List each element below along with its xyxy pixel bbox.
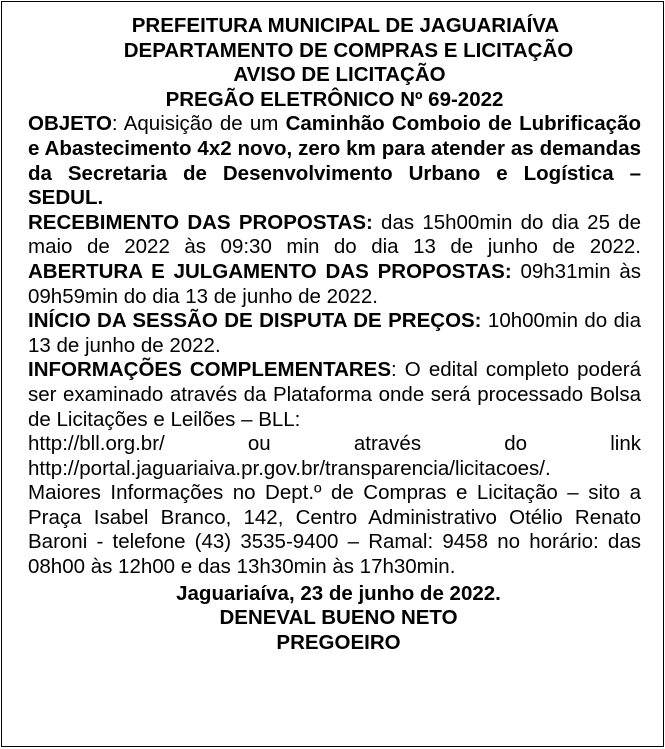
abertura-label: ABERTURA E JULGAMENTO DAS PROPOSTAS: xyxy=(28,259,512,283)
objeto-label: OBJETO xyxy=(28,112,112,136)
recebimento-paragraph xyxy=(28,211,641,309)
inicio-label: INÍCIO DA SESSÃO DE DISPUTA DE PREÇOS: xyxy=(28,309,482,333)
link-word-do: do xyxy=(504,432,528,456)
footer-signatory-name: DENEVAL BUENO NETO xyxy=(219,606,458,630)
link-line xyxy=(28,432,641,457)
informacoes-paragraph xyxy=(28,358,641,432)
link-word-ou: ou xyxy=(247,432,271,456)
inicio-paragraph xyxy=(28,309,641,358)
footer-signatory-role: PREGOEIRO xyxy=(276,630,401,654)
header-notice-type: AVISO DE LICITAÇÃO xyxy=(233,63,446,87)
header-department: DEPARTAMENTO DE COMPRAS E LICITAÇÃO xyxy=(123,38,574,62)
link-word-atraves: através xyxy=(353,432,422,456)
recebimento-label: RECEBIMENTO DAS PROPOSTAS: xyxy=(28,210,373,234)
footer-date: Jaguariaíva, 23 de junho de 2022. xyxy=(176,581,501,605)
recebimento-text: das 15h00min do dia 25 de maio de 2022 às 09:30 min do dia 13 de junho de 2022. xyxy=(28,210,641,259)
inicio-text: 10h00min do dia 13 de junho de 2022. xyxy=(28,309,641,357)
licitation-notice xyxy=(1,1,664,747)
portal-link[interactable]: http://portal.jaguariaiva.pr.gov.br/transparencia/licitacoes/. xyxy=(28,456,551,480)
informacoes-text: : O edital completo poderá ser examinado através da Plataforma onde será processado Bolsa de Licitações e Leilões – BLL: xyxy=(28,358,641,431)
informacoes-label: INFORMAÇÕES COMPLEMENTARES xyxy=(28,358,392,382)
abertura-text: 09h31min às 09h59min do dia 13 de junho de 2022. xyxy=(28,259,641,308)
link-word-link: link xyxy=(610,432,641,456)
bll-link[interactable]: http://bll.org.br/ xyxy=(28,432,165,456)
header-pregao-number: PREGÃO ELETRÔNICO Nº 69-2022 xyxy=(165,87,504,111)
objeto-intro: : Aquisição de um xyxy=(111,112,286,136)
objeto-paragraph xyxy=(28,112,641,210)
contact-paragraph: Maiores Informações no Dept.º de Compras e Licitação – sito a Praça Isabel Branco, 142, Centro Administrativo Otélio Renato Baroni - telefone (43) 3535-9400 – Ramal: 9458 no horário: das 08h00 às 12h00 e das 13h30min às 17h30min. xyxy=(28,481,641,579)
objeto-description: Caminhão Comboio de Lubrificação e Abastecimento 4x2 novo, zero km para atender as demandas da Secretaria de Desenvolvimento Urbano e Logística – SEDUL. xyxy=(28,112,641,210)
header-municipality: PREFEITURA MUNICIPAL DE JAGUARIAÍVA xyxy=(131,14,560,37)
